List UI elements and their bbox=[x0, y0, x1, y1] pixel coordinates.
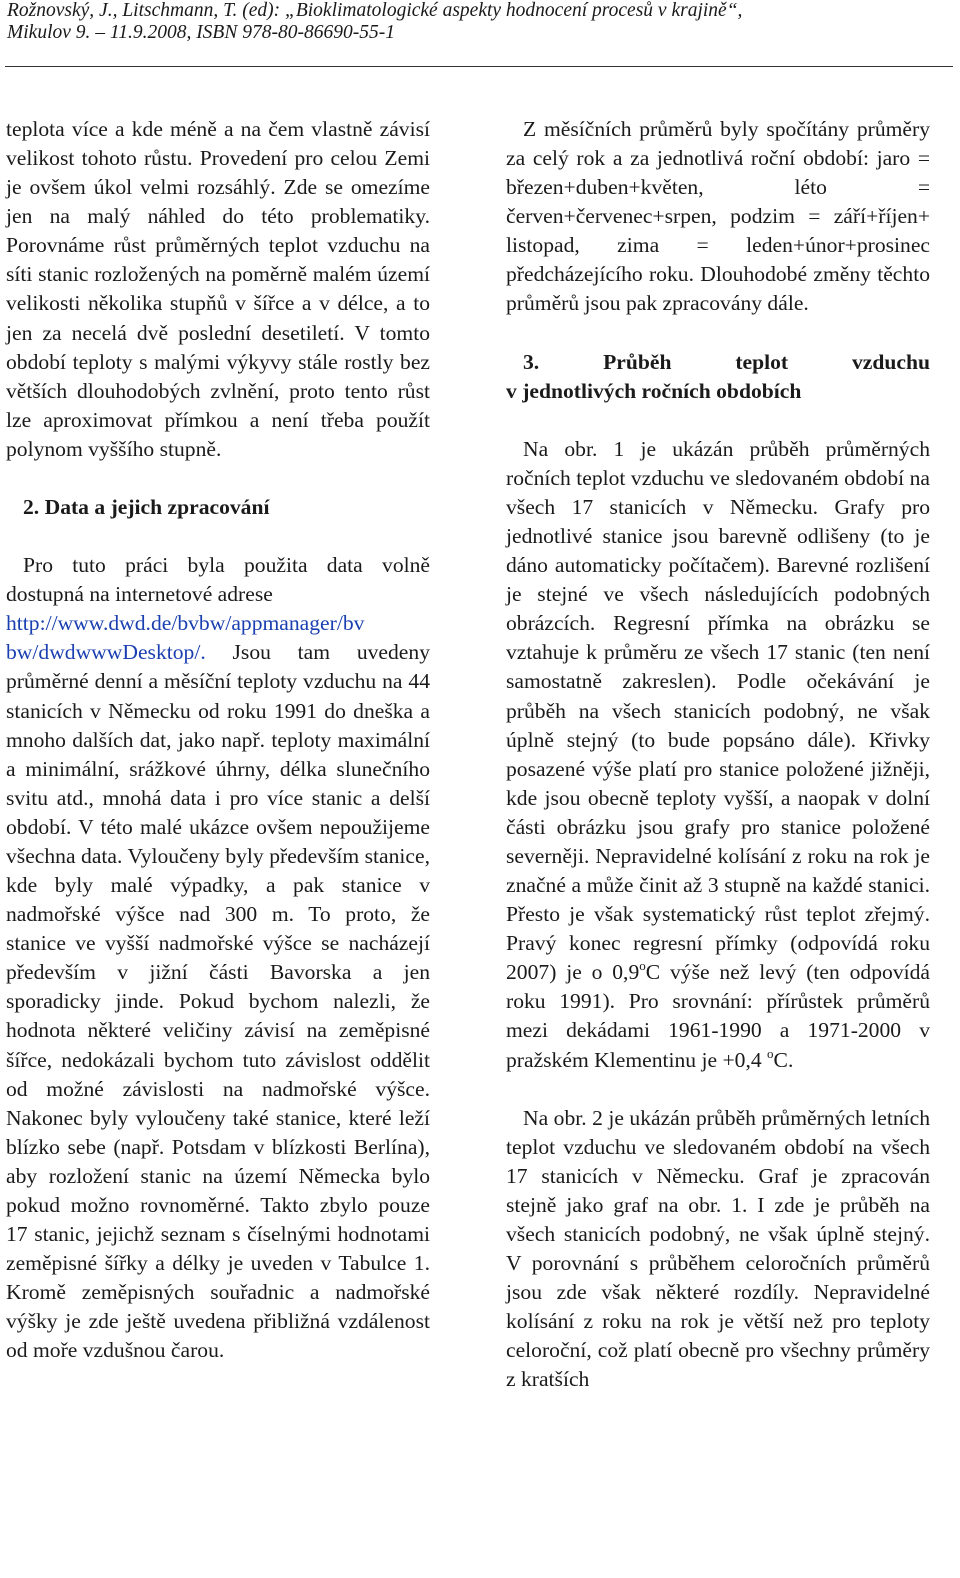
right-column bbox=[506, 115, 930, 1394]
paragraph-data-source-start: Pro tuto práci byla použita data volně dostupná na internetové adrese bbox=[6, 553, 430, 607]
paragraph-annual-temperatures bbox=[506, 435, 930, 1075]
data-url-line2[interactable]: bw/dwdwwwDesktop/. bbox=[6, 640, 206, 665]
paragraph-seasonal-averages: Z měsíčních průměrů byly spočítány průměry za celý rok a za jednotlivá roční období: jaro = březen+duben+květen, léto = červen+červenec+srpen, podzim = září+říjen+ listopad, zima = leden+únor+prosinec předcházejícího roku. Dlouhodobé změny těchto průměrů jsou pak zpracovány dále. bbox=[506, 117, 930, 316]
section-heading-3 bbox=[506, 348, 930, 377]
section-heading-3-word2: teplot bbox=[735, 349, 789, 374]
header-citation-line2: Mikulov 9. – 11.9.2008, ISBN 978-80-86690-55-1 bbox=[7, 22, 395, 43]
section-heading-3-number: 3. bbox=[523, 349, 540, 374]
paragraph-annual-text-2: C výše než levý (ten odpovídá roku 1991). Pro srovnání: přírůstek průměrů mezi dekádami 1961-1990 a 1971-2000 v pražském Klementinu je +0,4 bbox=[506, 960, 930, 1072]
header-citation-line1: Rožnovský, J., Litschmann, T. (ed): „Bioklimatologické aspekty hodnocení procesů v krajině“, bbox=[7, 0, 743, 21]
page-header bbox=[7, 0, 953, 44]
header-divider bbox=[5, 66, 953, 67]
left-column bbox=[6, 115, 430, 1365]
degree-symbol: o bbox=[639, 958, 646, 974]
section-heading-3-word3: vzduchu bbox=[851, 349, 930, 374]
section-heading-2: 2. Data a jejich zpracování bbox=[23, 495, 270, 520]
section-heading-3-line2: v jednotlivých ročních obdobích bbox=[506, 378, 802, 403]
data-url-line1[interactable]: http://www.dwd.de/bvbw/appmanager/bv bbox=[6, 611, 365, 636]
paragraph-data-source bbox=[6, 551, 430, 609]
paragraph-data-description bbox=[6, 609, 430, 1365]
paragraph-annual-text-3: C. bbox=[773, 1047, 794, 1072]
paragraph-intro-continued: teplota více a kde méně a na čem vlastně závisí velikost tohoto růstu. Provedení pro celou Zemi je ovšem úkol velmi rozsáhlý. Zde se omezíme jen na malý náhled do této problematiky. Porovnáme růst průměrných teplot vzduchu na síti stanic rozložených na poměrně malém území velikosti několika stupňů v šířce a v délce, a to jen za necelá dvě poslední desetiletí. V tomto období teploty s malými výkyvy stále rostly bez větších dlouhodobých zvlnění, proto tento růst lze aproximovat přímkou a není třeba použít polynom vyššího stupně. bbox=[6, 117, 430, 461]
paragraph-annual-text-1: Na obr. 1 je ukázán průběh průměrných ročních teplot vzduchu ve sledovaném období na všech 17 stanicích v Německu. Grafy pro jednotlivé stanice jsou barevně odlišeny (to je dáno automaticky počítačem). Barevné rozlišení je stejné ve všech následujících podobných obrázcích. Regresní přímka na obrázku se vztahuje k průměru ze všech 17 stanic (ten není samostatně zakreslen). Podle očekávání je průběh na všech stanicích podobný, ne však úplně stejný (to bude popsáno dále). Křivky posazené výše platí pro stanice položené jižněji, kde jsou obecně teploty vyšší, a naopak v dolní části obrázku jsou grafy pro stanice položené severněji. Nepravidelné kolísání z roku na rok je značné a může činit až 3 stupně na každé stanici. Přesto je však systematický růst teplot zřejmý. Pravý konec regresní přímky (odpovídá roku 2007) je o 0,9 bbox=[506, 436, 930, 985]
paragraph-data-description-text: Jsou tam uvedeny průměrné denní a měsíční teploty vzduchu na 44 stanicích v Německu od roku 1991 do dneška a mnoho dalších dat, jako např. teploty maximální a minimální, srážkové úhrny, délka slunečního svitu atd., mnohá data i pro více stanic a delší období. V této malé ukázce ovšem nepoužijeme všechna data. Vyloučeny byly především stanice, kde byly malé výpadky, a pak stanice v nadmořské výšce nad 300 m. To proto, že stanice ve vyšší nadmořské výšce se nacházejí především v jižní části Bavorska a jen sporadicky jinde. Pokud bychom nalezli, že hodnota některé veličiny závisí na zeměpisné šířce, nedokázali bychom tuto závislost oddělit od možné závislosti na nadmořské výšce. Nakonec byly vyloučeny také stanice, které leží blízko sebe (např. Potsdam v blízkosti Berlína), aby rozložení stanic na území Německa bylo pokud možno rovnoměrné. Takto zbylo pouze 17 stanic, jejichž seznam s číselnými hodnotami zeměpisné šířky a délky je uveden v Tabulce 1. Kromě zeměpisných souřadnic a nadmořské výšky je zde ještě uvedena přibližná vzdálenost od moře vzdušnou čarou. bbox=[6, 640, 430, 1363]
degree-symbol: o bbox=[767, 1045, 774, 1061]
paragraph-summer-temperatures: Na obr. 2 je ukázán průběh průměrných letních teplot vzduchu ve sledovaném období na všech 17 stanicích v Německu. Graf je zpracován stejně jako graf na obr. 1. I zde je průběh na všech stanicích podobný, ne však úplně stejný. V porovnání s průběhem celoročních průměrů jsou zde však některé rozdíly. Nepravidelné kolísání z roku na rok je větší než pro teploty celoroční, což platí obecně pro všechny průměry z kratších bbox=[506, 1105, 930, 1392]
section-heading-3-word1: Průběh bbox=[603, 349, 672, 374]
